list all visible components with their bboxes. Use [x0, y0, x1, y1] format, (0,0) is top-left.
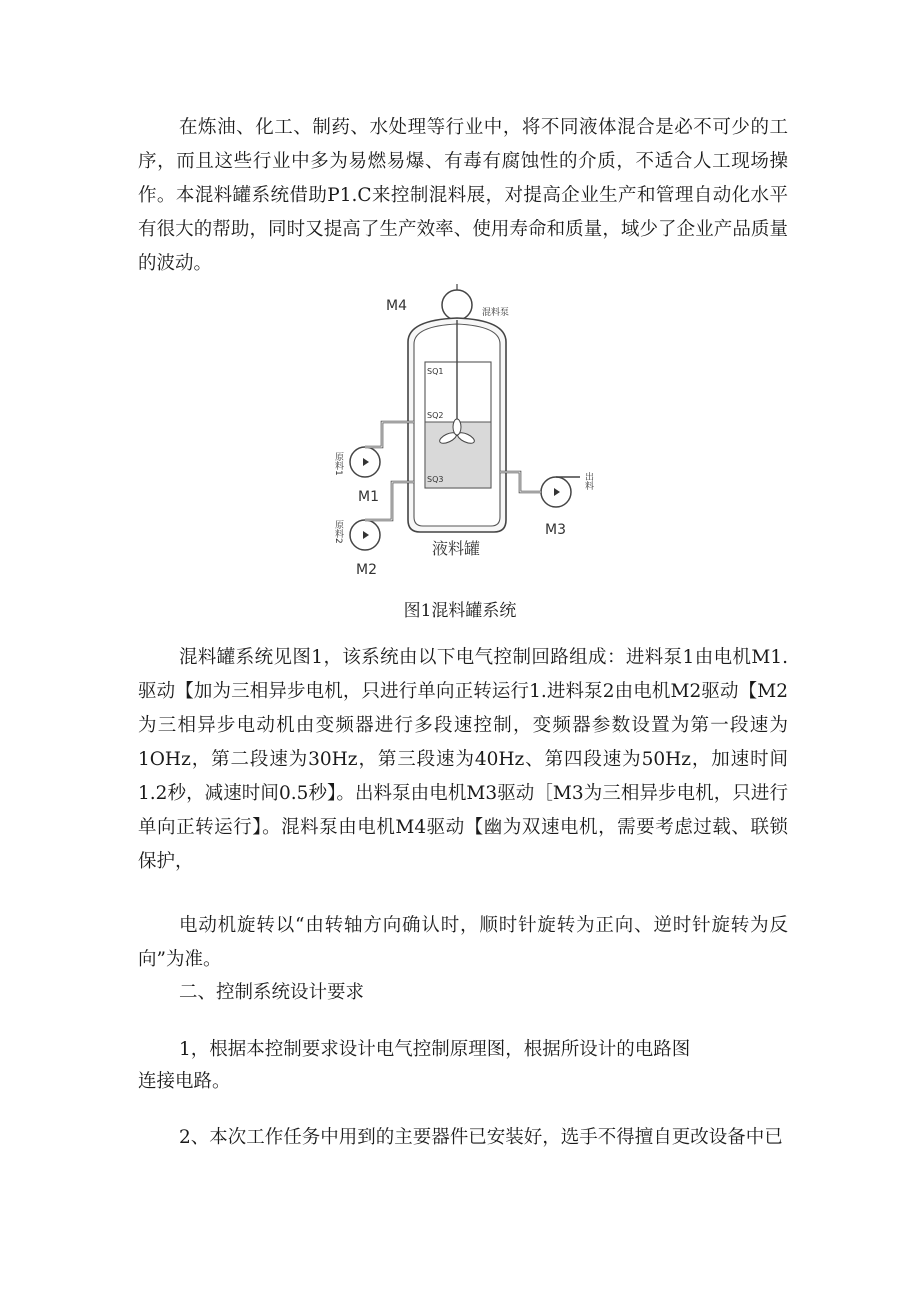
sq3-label: SQ3	[427, 475, 444, 484]
outlet-label: 出料	[583, 472, 593, 490]
sq1-label: SQ1	[427, 367, 444, 376]
feed1-label: 原料1	[333, 452, 343, 476]
m4-motor-icon	[442, 290, 472, 320]
requirement-1-line-2: 连接电路。	[138, 1071, 231, 1092]
tank-label: 液料罐	[432, 539, 481, 558]
requirement-2-paragraph: 2、本次工作任务中用到的主要器件已安装好，选手不得擅自更改设备中已	[179, 1127, 783, 1148]
sq2-label: SQ2	[427, 411, 444, 420]
system-description-paragraph: 混料罐系统见图1，该系统由以下电气控制回路组成：进料泵1由电机M1.驱动【加为三相异步电机，只进行单向正转运行1.进料泵2由电机M2驱动【M2为三相异步电动机由变频器进行多段速控制，变频器参数设置为第一段速为1OHz，第二段速为30Hz，第三段速为40Hz、第四段速为50Hz，加速时间1.2秒，减速时间0.5秒】。出料泵由电机M3驱动［M3为三相异步电机，只进行单向正转运行】。混料泵由电机M4驱动【幽为双速电机，需要考虑过载、联锁保护，	[138, 647, 788, 872]
requirement-1-line-1: 1，根据本控制要求设计电气控制原理图，根据所设计的电路图	[179, 1039, 691, 1060]
section-2-heading: 二、控制系统设计要求	[179, 982, 365, 1003]
intro-paragraph: 在炼油、化工、制药、水处理等行业中，将不同液体混合是必不可少的工序，而且这些行业中多为易燃易爆、有毒有腐蚀性的介质，不适合人工现场操作。本混料罐系统借助P1.C来控制混料展，对提高企业生产和管理自动化水平有很大的帮助，同时又提高了生产效率、使用寿命和质量，域少了企业产品质量的波动。	[138, 117, 788, 274]
m2-label: M2	[356, 562, 377, 578]
agitator-blade-top	[453, 419, 461, 435]
m1-pipe	[365, 422, 414, 447]
mixing-tank-diagram	[320, 282, 620, 587]
feed2-label: 原料2	[333, 520, 343, 544]
m1-label: M1	[358, 489, 379, 505]
mixing-pump-label: 混料泵	[482, 308, 510, 318]
m3-label: M3	[545, 522, 566, 538]
figure-caption: 图1混料罐系统	[403, 601, 517, 621]
rotation-note-paragraph: 电动机旋转以“由转轴方向确认时，顺时针旋转为正向、逆时针旋转为反向”为准。	[138, 915, 788, 970]
m4-label: M4	[386, 298, 407, 314]
